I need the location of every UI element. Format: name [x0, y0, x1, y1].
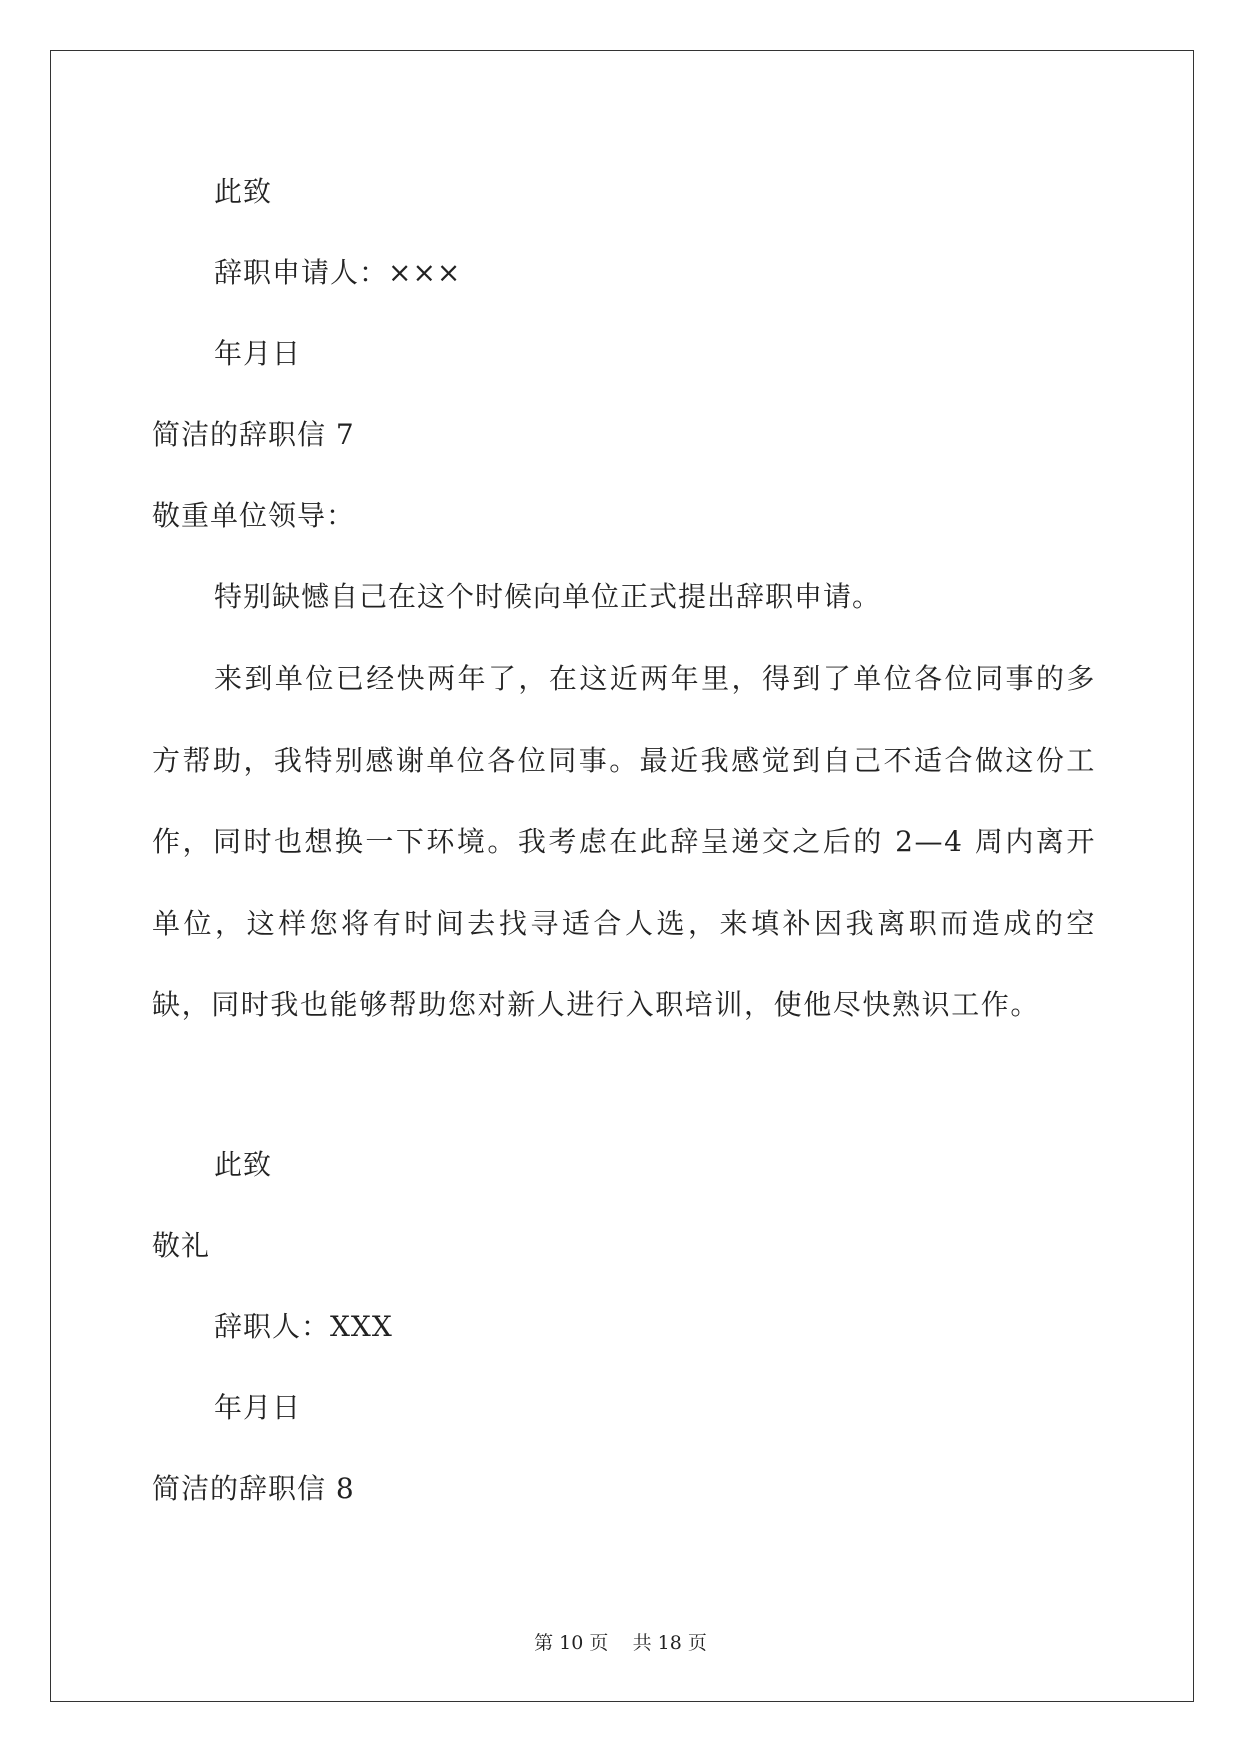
applicant-line-2: 辞职人：XXX	[214, 1310, 393, 1343]
letter-heading-7: 简洁的辞职信 7	[152, 418, 355, 451]
closing-line: 此致	[214, 175, 273, 208]
date-line-2: 年月日	[214, 1391, 302, 1424]
respect-line: 敬礼	[152, 1229, 211, 1262]
applicant-line: 辞职申请人：×××	[214, 256, 462, 289]
page-number: 第 10 页	[534, 1632, 609, 1654]
intro-line: 特别缺憾自己在这个时候向单位正式提出辞职申请。	[214, 580, 882, 613]
date-line: 年月日	[214, 337, 302, 370]
letter-heading-8: 简洁的辞职信 8	[152, 1472, 355, 1505]
salutation-line: 敬重单位领导：	[152, 499, 356, 532]
page-footer	[0, 1630, 1241, 1656]
body-paragraph: 来到单位已经快两年了，在这近两年里，得到了单位各位同事的多方帮助，我特别感谢单位各位同事。最近我感觉到自己不适合做这份工作，同时也想换一下环境。我考虑在此辞呈递交之后的 2—4 周内离开单位，这样您将有时间去找寻适合人选，来填补因我离职而造成的空缺，同时我也能够帮助您对新人进行入职培训，使他尽快熟识工作。	[152, 662, 1096, 1021]
closing-line-2: 此致	[214, 1148, 273, 1181]
page-total: 共 18 页	[632, 1632, 707, 1654]
